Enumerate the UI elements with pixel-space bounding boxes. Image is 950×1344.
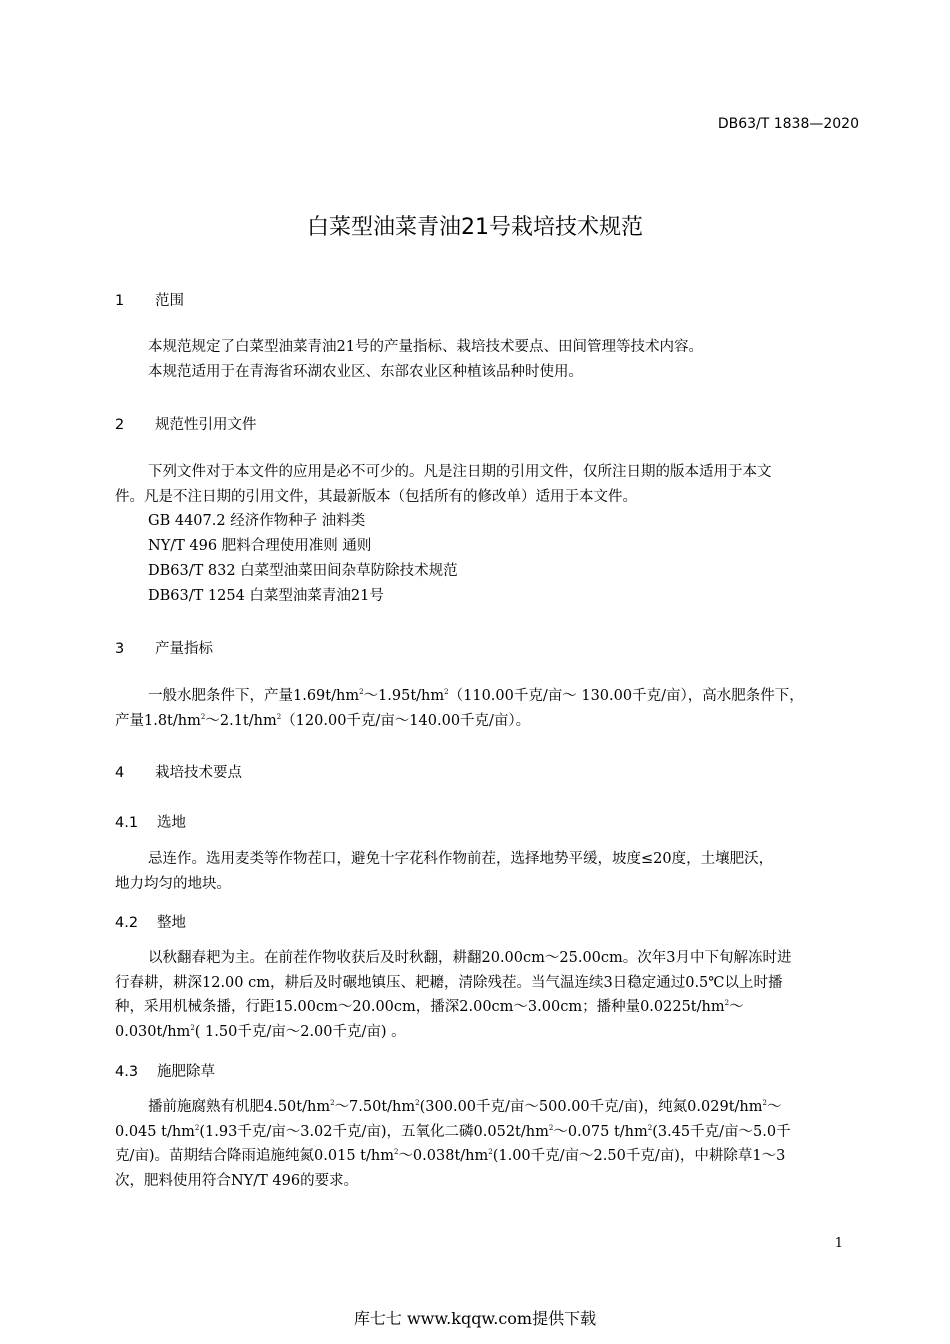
paragraph: 本规范适用于在青海省环湖农业区、东部农业区种植该品种时使用。 — [148, 363, 583, 380]
section-4-2-body — [115, 946, 860, 1044]
section-number: 4 — [115, 765, 125, 781]
superscript: 2 — [444, 688, 449, 696]
page-number: 1 — [834, 1236, 843, 1251]
reference-item: DB63/T 832 白菜型油菜田间杂草防除技术规范 — [148, 563, 458, 579]
paragraph-line: 产量$1.8t/hm^2\sim 2.1t/hm^2(120.00$千克/亩～140.00千克/亩）。 — [115, 712, 531, 729]
paragraph: 本规范规定了白菜型油菜青油21号的产量指标、栽培技术要点、田间管理等技术内容。 — [148, 339, 703, 355]
superscript: 2 — [194, 1123, 200, 1132]
section-number: 4.1 — [115, 815, 139, 831]
paragraph-line: 一般水肥条件下，产量$1.69t/hm^2\sim 1.95t/hm^2(110.00$千克/亩～ 130.00千克/亩），高水肥条件下， — [148, 688, 804, 704]
document-title: 白菜型油菜青油21号栽培技术规范 — [307, 215, 643, 240]
section-title: 施肥除草 — [157, 1064, 215, 1080]
superscript: 2 — [330, 1099, 335, 1107]
section-title: 产量指标 — [155, 641, 213, 657]
superscript: 2 — [548, 1123, 554, 1132]
section-number: 1 — [115, 293, 125, 309]
reference-item: DB63/T 1254 白菜型油菜青油21号 — [148, 588, 384, 604]
section-2-body — [115, 460, 860, 509]
superscript: 2 — [190, 1023, 195, 1032]
section-4-1-heading — [115, 811, 186, 832]
section-4-3-heading — [115, 1060, 215, 1081]
paragraph-line: 地力均匀的地块。 — [115, 875, 231, 892]
paragraph-line: 件。凡是不注日期的引用文件，其最新版本（包括所有的修改单）适用于本文件。 — [115, 488, 637, 505]
section-number: 4.2 — [115, 915, 139, 931]
paragraph-line: 次，肥料使用符合NY/T 496的要求。 — [115, 1172, 359, 1189]
superscript: 2 — [762, 1099, 767, 1107]
section-number: 4.3 — [115, 1064, 139, 1080]
section-title: 栽培技术要点 — [155, 765, 242, 781]
paragraph-line: 下列文件对于本文件的应用是必不可少的。凡是注日期的引用文件，仅所注日期的版本适用于本文 — [148, 464, 772, 480]
superscript: 2 — [724, 999, 730, 1007]
reference-item: GB 4407.2 经济作物种子 油料类 — [148, 513, 366, 529]
section-3-heading — [115, 637, 213, 658]
standard-code: DB63/T 1838—2020 — [717, 116, 859, 132]
section-title: 规范性引用文件 — [155, 417, 257, 433]
superscript: 2 — [359, 688, 364, 696]
section-4-heading — [115, 761, 242, 782]
paragraph-line: 以秋翻春耙为主。在前茬作物收获后及时秋翻，耕翻20.00cm～25.00cm。次年3月中下旬解冻时进 — [148, 950, 792, 966]
superscript: 2 — [415, 1099, 420, 1107]
section-4-1-body — [115, 847, 860, 896]
paragraph-line: 克/亩)。苗期结合降雨追施纯氮0.015 $t/hm^2\sim 0.038t/hm^2(1.00$千克/亩～2.50千克/亩)，中耕除草1～3 — [115, 1148, 786, 1164]
section-1-body — [115, 335, 860, 384]
paragraph-line: 0.045 $t/hm^2(1.93$千克/亩～3.02千克/亩)，五氧化二磷$0.052t/hm^2\sim 0.075$ $t/hm^2(3.45$千克/亩～5.0千 — [115, 1123, 791, 1140]
section-1-heading — [115, 289, 184, 310]
superscript: 2 — [276, 712, 282, 721]
section-2-heading — [115, 413, 257, 434]
section-title: 整地 — [157, 915, 186, 931]
section-title: 范围 — [155, 293, 184, 309]
superscript: 2 — [393, 1148, 399, 1156]
section-4-3-body — [115, 1095, 860, 1193]
paragraph-line: 行春耕，耕深12.00 cm，耕后及时碾地镇压、耙耱，清除残茬。当气温连续3日稳定通过0.5℃以上时播 — [115, 974, 783, 991]
paragraph-line: $0.030t/hm^2$( 1.50千克/亩～2.00千克/亩) 。 — [115, 1023, 406, 1040]
section-4-2-heading — [115, 911, 186, 932]
paragraph-line: 播前施腐熟有机肥$4.50t/hm^2\sim 7.50t/hm^2(300.00$千克/亩～500.00千克/亩)，纯氮$0.029t/hm^2\sim$ — [148, 1099, 782, 1115]
section-title: 选地 — [157, 815, 186, 831]
paragraph-line: 种，采用机械条播，行距15.00cm～20.00cm，播深2.00cm～3.00cm；播种量$0.0225t/hm^2\sim$ — [115, 999, 744, 1015]
download-footer: 库七七 www.kqqw.com提供下载 — [353, 1309, 597, 1328]
superscript: 2 — [200, 712, 206, 721]
reference-item: NY/T 496 肥料合理使用准则 通则 — [148, 538, 372, 554]
paragraph-line: 忌连作。选用麦类等作物茬口，避免十字花科作物前茬，选择地势平缓，坡度≤20度，土壤肥沃， — [148, 851, 774, 867]
section-3-body — [115, 684, 860, 733]
superscript: 2 — [647, 1123, 653, 1132]
superscript: 2 — [488, 1148, 493, 1156]
section-number: 3 — [115, 641, 125, 657]
section-number: 2 — [115, 417, 125, 433]
